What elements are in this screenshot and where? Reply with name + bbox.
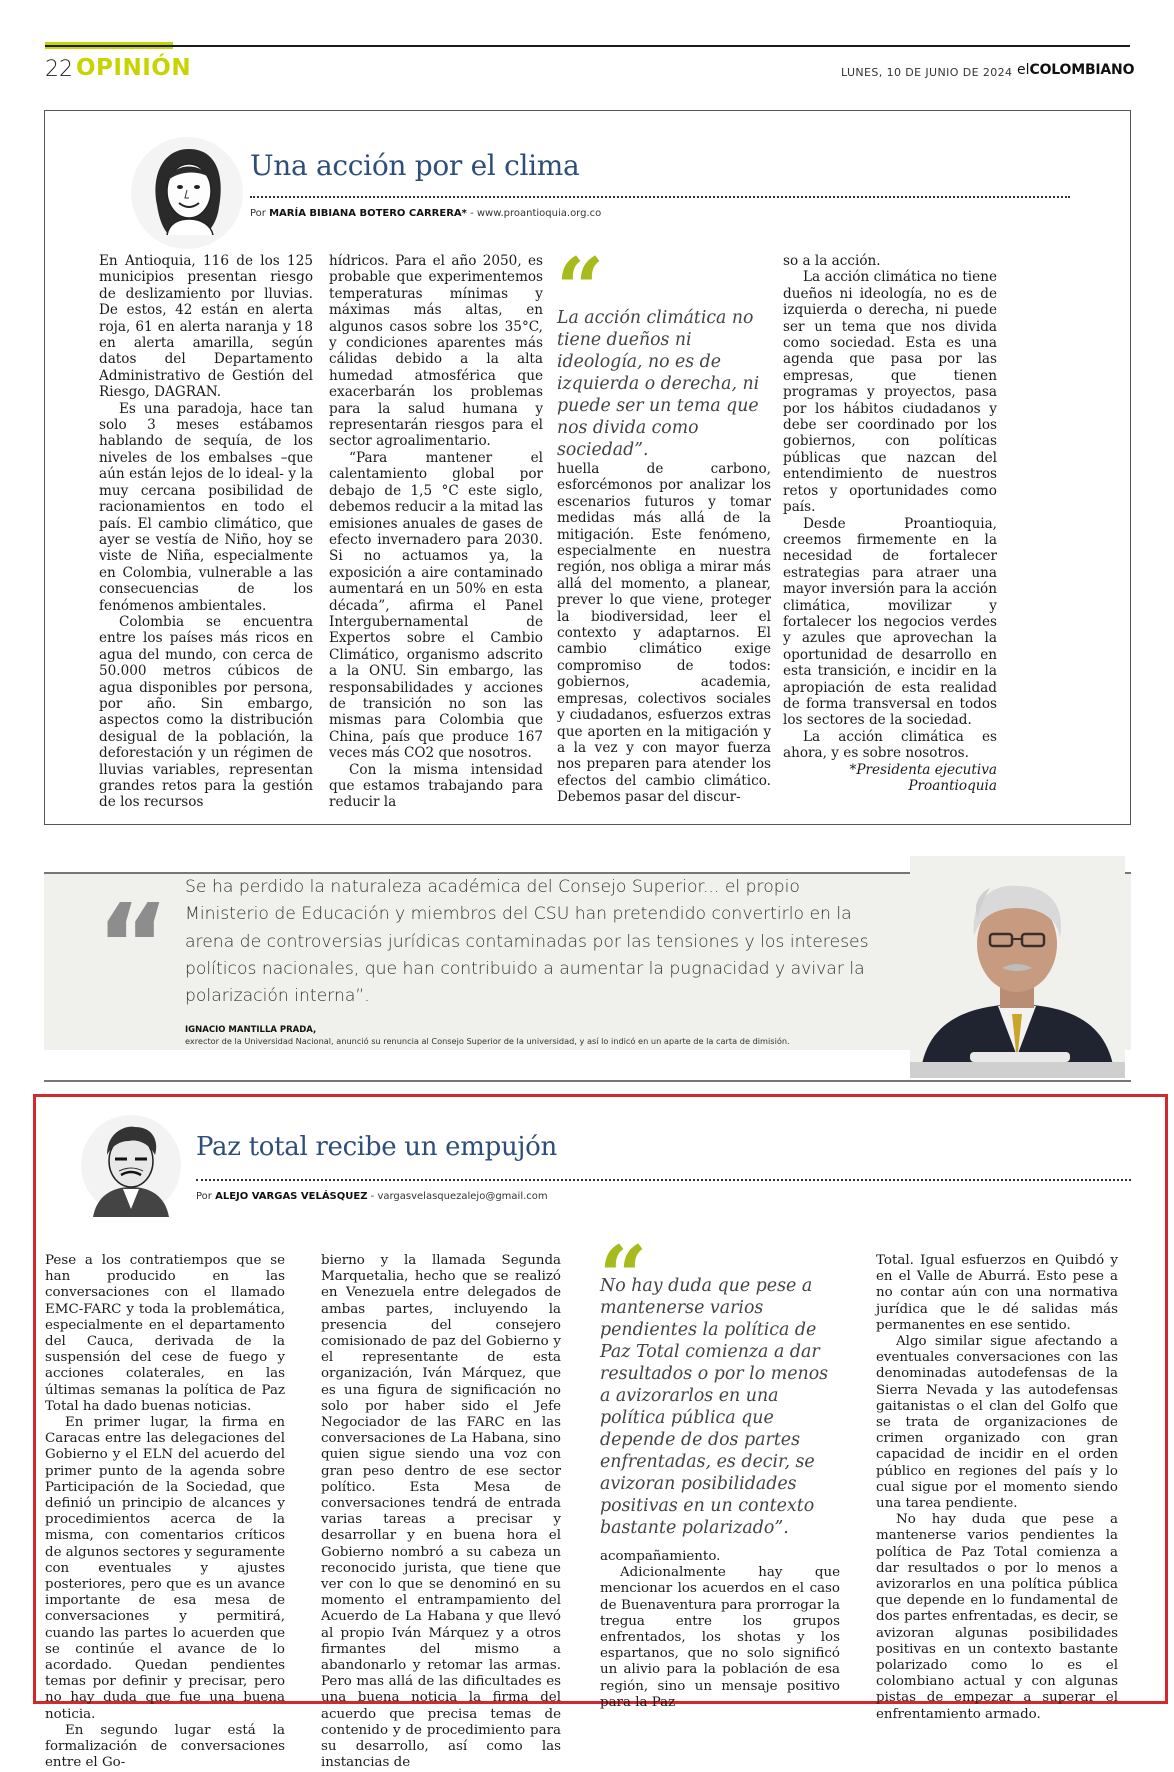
article-column-2: [329, 253, 543, 811]
paragraph: huella de carbono, esforcémonos por analizar los escenarios futuros y tomar medidas más allá de la mitigación. Este fenómeno, especialmente en nuestra región, nos obliga a mirar más allá del momento, a planear, prever lo que viene, proteger la biodiversidad, leer el contexto y adaptarnos. El cambio climático exige compromiso de todos: gobiernos, academia, empresas, colectivos sociales y ciudadanos, esfuerzos extras que aporten en la mitigación y a la vez y con mayor fuerza nos preparen para atender los efectos del cambio climático. Debemos pasar del discur-: [557, 461, 771, 806]
quote-mark-icon: “: [556, 239, 605, 338]
byline-separator: -: [367, 1191, 378, 1202]
paragraph: En segundo lugar está la formalización de conversaciones entre el Go-: [45, 1722, 285, 1771]
paragraph: “Para mantener el calentamiento global por debajo de 1,5 °C este siglo, debemos reducir a la mitad las emisiones anuales de gases de efecto invernadero para 2030. Si no actuamos ya, la exposición a aire contaminado aumentará en un 50% en esta década”, afirma el Panel Intergubernamental de Expertos sobre el Cambio Climático, organismo adscrito a la ONU. Sin embargo, las responsabilidades y acciones de transición no son las mismas para Colombia que China, país que produce 167 veces más CO2 que nosotros.: [329, 449, 543, 762]
paragraph: Desde Proantioquia, creemos firmemente en la necesidad de fortalecer estrategias para atraer una mayor inversión para la acción climática, movilizar y fortalecer los negocios verdes y azules que aprovechan la oportunidad de desarrollo en esta transición, e incidir en la apropiación de esta realidad de forma transversal en todos los sectores de la sociedad.: [783, 515, 997, 729]
issue-date: LUNES, 10 DE JUNIO DE 2024: [841, 66, 1013, 79]
pull-quote: No hay duda que pese a mantenerse varios pendientes la política de Paz Total comienza a dar resultados o por lo menos a avizorarlos en una política pública que depende de dos partes enfrentadas, es decir, se avizoran posibilidades positivas en un contexto bastante polarizado”.: [600, 1276, 829, 1538]
author-email[interactable]: vargasvelasquezalejo@gmail.com: [377, 1191, 548, 1202]
paragraph: Algo similar sigue afectando a eventuales conversaciones con las denominadas autodefensas de la Sierra Nevada y las autodefensas gaitanistas o el clan del Golfo que se trata de organizaciones de crimen organizado con gran capacidad de incidir en el orden público en regiones del país y lo cual sigue por el momento siendo una tarea pendiente.: [876, 1334, 1118, 1512]
paragraph: acompañamiento.: [600, 1549, 721, 1564]
paragraph: bierno y la llamada Segunda Marquetalia, hecho que se realizó en Venezuela entre delegados de ambas partes, incluyendo la presencia del consejero comisionado de paz del Gobierno y el representante de esta organización, Iván Márquez, que es una figura de significación no solo por haber sido el Jefe Negociador de las FARC en las conversaciones de La Habana, sino quien sigue siendo una voz con gran peso dentro de ese sector político. Esta Mesa de conversaciones tendrá de entrada varias tareas a precisar y desarrollar y en buena hora el Gobierno nombró a su cabeza un reconocido jurista, que tiene que ver con lo que se denominó en su momento el entrampamiento del Acuerdo de La Habana y que llevó al propio Iván Márquez y a otros firmantes del mismo a abandonarlo y retomar las armas. Pero mas allá de las dificultades es una buena noticia la firma del acuerdo que precisa temas de contenido y de procedimiento para su desarrollo, así como las instancias de: [321, 1253, 561, 1771]
author-name: MARÍA BIBIANA BOTERO CARRERA*: [269, 208, 467, 219]
title-dotted-rule: [250, 196, 1070, 198]
band-bottom-rule: [44, 1080, 1131, 1082]
pull-quote: La acción climática no tiene dueños ni ideología, no es de izquierda o derecha, ni puede ser un tema que nos divida como sociedad”.: [557, 308, 760, 460]
logo-prefix: el: [1017, 62, 1030, 78]
byline-prefix: Por: [196, 1191, 212, 1202]
paragraph: No hay duda que pese a mantenerse varios pendientes la política de Paz Total comienza a dar resultados o por lo menos a avizorarlos en una política pública que depende en lo fundamental de dos partes enfrentadas, es decir, se avizoran algunas posibilidades positivas en un contexto bastante polarizado como lo es el colombiano actual y con algunas pistas de empezar a superar el enfrentamiento armado.: [876, 1512, 1118, 1722]
article-paz-total: [33, 1094, 1168, 1771]
article-column-2: [321, 1253, 561, 1772]
title-dotted-rule: [196, 1179, 1131, 1181]
paragraph: La acción climática es ahora, y es sobre nosotros.: [783, 728, 997, 762]
featured-quote-role: exrector de la Universidad Nacional, anunció su renuncia al Consejo Superior de la universidad, y así lo indicó en un aparte de la carta de dimisión.: [185, 1036, 790, 1046]
byline: [250, 208, 601, 219]
article-title: Paz total recibe un empujón: [196, 1132, 557, 1162]
page-number: 22: [45, 57, 73, 82]
author-website[interactable]: www.proantioquia.org.co: [476, 208, 602, 219]
article-column-4: [783, 253, 997, 794]
author-signature-org: Proantioquia: [908, 778, 997, 794]
article-column-3: [600, 1549, 840, 1711]
paragraph: Colombia se encuentra entre los países más ricos en agua del mundo, con cerca de 50.000 metros cúbicos de agua disponibles por persona, por año. Sin embargo, aspectos como la distribución desigual de la población, la deforestación y un régimen de lluvias variables, representan grandes retos para la gestión de los recursos: [99, 613, 313, 811]
byline-separator: -: [466, 208, 477, 219]
paragraph: Adicionalmente hay que mencionar los acuerdos en el caso de Buenaventura para prorrogar la tregua entre los grupos enfrentados, los shotas y los espartanos, que no solo significó un alivio para la población de esa región, sino un mensaje positivo para la Paz: [600, 1565, 840, 1710]
paragraph: En primer lugar, la firma en Caracas entre las delegaciones del Gobierno y el ELN del acuerdo del primer punto de la agenda sobre Participación de la Sociedad, que definió un principio de alcances y procedimientos acerca de la misma, con comentarios críticos de algunos sectores y seguramente con eventuales y ajustes posteriores, pero que es un avance importante de esa mesa de conversaciones y permitirá, cuando las partes lo acuerden que se continúe el avance de lo acordado. Quedan pendientes temas por definir y precisar, pero no hay duda que fue una buena noticia.: [45, 1415, 285, 1722]
article-column-1: [45, 1253, 285, 1772]
paragraph: hídricos. Para el año 2050, es probable que experimentemos temperaturas mínimas y máximas más altas, en algunos casos sobre los 35°C, y condiciones aparentes más cálidas debido a la alta humedad atmosférica que exacerbarán los problemas para la salud humana y representarán riesgos para el sector agroalimentario.: [329, 253, 543, 450]
section-title: OPINIÓN: [76, 55, 192, 81]
article-column-4: [876, 1253, 1118, 1723]
author-portrait-icon: [79, 1113, 183, 1217]
featured-quote-author: IGNACIO MANTILLA PRADA,: [185, 1025, 317, 1035]
article-column-1: [99, 253, 313, 811]
byline-prefix: Por: [250, 208, 266, 219]
quote-mark-icon: “: [599, 1227, 648, 1326]
featured-quote-text: Se ha perdido la naturaleza académica del Consejo Superior... el propio Ministerio de Educación y miembros del CSU han pretendido convertirlo en la arena de controversias jurídicas contaminadas por las tensiones y los intereses políticos nacionales, que han contribuido a aumentar la pugnacidad y avivar la polarización interna”.: [185, 877, 869, 1007]
paragraph: Es una paradoja, hace tan solo 3 meses estábamos hablando de sequía, de los niveles de los embalses –que aún están lejos de lo ideal- y la muy cercana posibilidad de racionamientos en todo el país. El cambio climático, que ayer se vestía de Niño, hoy se viste de Niña, especialmente en Colombia, vulnerable a las consecuencias de los fenómenos ambientales.: [99, 400, 313, 614]
paragraph: Pese a los contratiempos que se han producido en las conversaciones con el llamado EMC-FARC y toda la problemática, especialmente en el departamento del Cauca, derivada de la suspensión del cese de fuego y acciones colaterales, en las últimas semanas la política de Paz Total ha dado buenas noticias.: [45, 1253, 285, 1414]
author-portrait-icon: [129, 135, 245, 251]
byline: [196, 1191, 548, 1202]
paragraph: La acción climática no tiene dueños ni ideología, no es de izquierda o derecha, ni puede ser un tema que nos divida como sociedad. Esta es una agenda que pasa por las empresas, que tienen programas y proyectos, pasa por los hábitos ciudadanos y debe ser coordinado por los gobiernos, con políticas públicas que nazcan del entendimiento de nuestros retos y oportunidades como país.: [783, 269, 997, 516]
speaker-photo-icon: [910, 856, 1125, 1078]
header-rule: [45, 45, 1130, 47]
author-signature-role: *Presidenta ejecutiva: [849, 761, 997, 778]
article-title: Una acción por el clima: [250, 149, 580, 182]
paragraph: Total. Igual esfuerzos en Quibdó y en el Valle de Aburrá. Esto pese a no contar aún con una normativa jurídica que le dé salidas más permanentes en ese sentido.: [876, 1253, 1118, 1333]
logo-name: COLOMBIANO: [1029, 62, 1135, 78]
paragraph: Con la misma intensidad que estamos trabajando para reducir la: [329, 761, 543, 811]
newspaper-logo: [1017, 62, 1134, 78]
paragraph: En Antioquia, 116 de los 125 municipios presentan riesgo de deslizamiento por lluvias. De estos, 42 están en alerta roja, 61 en alerta naranja y 18 en alerta amarilla, según datos del Departamento Administrativo de Gestión del Riesgo, DAGRAN.: [99, 253, 313, 401]
quote-mark-icon: “: [96, 881, 170, 1011]
article-column-3: [557, 461, 771, 806]
author-name: ALEJO VARGAS VELÁSQUEZ: [215, 1191, 368, 1202]
paragraph: so a la acción.: [783, 253, 881, 269]
article-climate: [44, 110, 1131, 825]
